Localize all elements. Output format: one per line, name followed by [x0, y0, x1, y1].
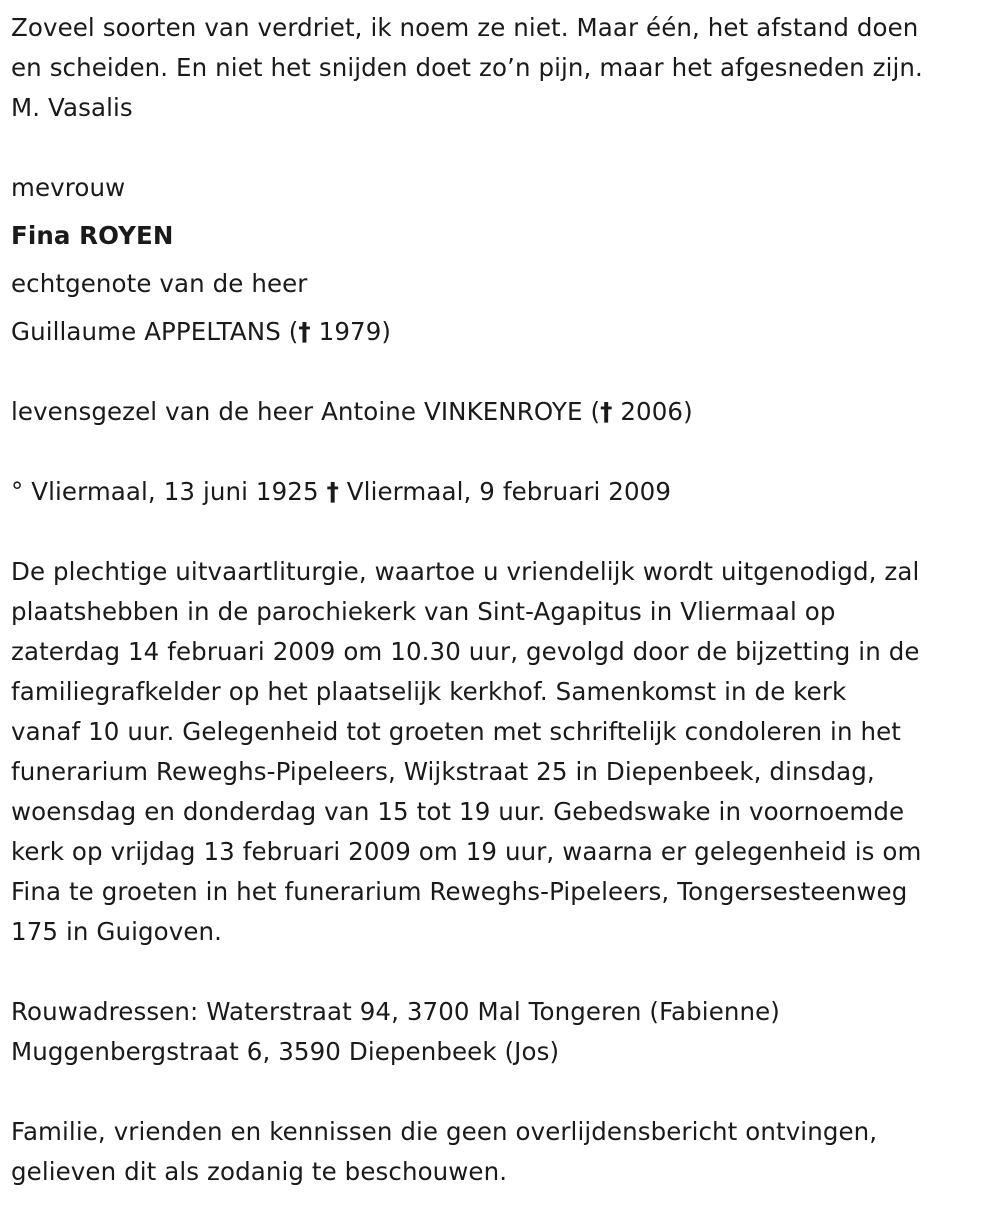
addresses-block: [11, 992, 996, 1072]
closing-line-2: gelieven dit als zodanig te beschouwen.: [11, 1157, 508, 1186]
address-line-2: Muggenbergstraat 6, 3590 Diepenbeek (Jos): [11, 1037, 560, 1066]
spacer: [11, 432, 996, 472]
ceremony-line: woensdag en donderdag van 15 tot 19 uur. Gebedswake in voornoemde: [11, 797, 905, 826]
ceremony-line: plaatshebben in de parochiekerk van Sint-Agapitus in Vliermaal op: [11, 597, 836, 626]
deceased-name: Fina ROYEN: [11, 221, 174, 250]
address-line-1: Rouwadressen: Waterstraat 94, 3700 Mal Tongeren (Fabienne): [11, 997, 780, 1026]
ceremony-line: zaterdag 14 februari 2009 om 10.30 uur, gevolgd door de bijzetting in de: [11, 637, 920, 666]
ceremony-line: De plechtige uitvaartliturgie, waartoe u vriendelijk wordt uitgenodigd, zal: [11, 557, 920, 586]
spacer: [11, 128, 996, 168]
cross-icon: †: [326, 477, 339, 506]
deceased-block: [11, 168, 996, 352]
quote-line-2: en scheiden. En niet het snijden doet zo’n pijn, maar het afgesneden zijn.: [11, 53, 923, 82]
ceremony-line: 175 in Guigoven.: [11, 917, 223, 946]
spacer: [11, 952, 996, 992]
quote-line-1: Zoveel soorten van verdriet, ik noem ze niet. Maar één, het afstand doen: [11, 13, 919, 42]
obituary-document: [11, 8, 996, 1192]
quote-block: [11, 8, 996, 128]
ceremony-line: kerk op vrijdag 13 februari 2009 om 19 uur, waarna er gelegenheid is om: [11, 837, 922, 866]
partner-death-year: 2006): [612, 397, 693, 426]
closing-line-1: Familie, vrienden en kennissen die geen overlijdensbericht ontvingen,: [11, 1117, 878, 1146]
death-info: Vliermaal, 9 februari 2009: [338, 477, 672, 506]
closing-block: [11, 1112, 996, 1192]
spacer: [11, 1072, 996, 1112]
ceremony-paragraph: [11, 552, 996, 952]
birth-info: ° Vliermaal, 13 juni 1925: [11, 477, 327, 506]
ceremony-line: Fina te groeten in het funerarium Reweghs-Pipeleers, Tongersesteenweg: [11, 877, 908, 906]
ceremony-line: vanaf 10 uur. Gelegenheid tot groeten met schriftelijk condoleren in het: [11, 717, 901, 746]
spacer: [11, 512, 996, 552]
ceremony-line: familiegrafkelder op het plaatselijk kerkhof. Samenkomst in de kerk: [11, 677, 847, 706]
cross-icon: †: [298, 317, 311, 346]
cross-icon: †: [600, 397, 613, 426]
ceremony-line: funerarium Reweghs-Pipeleers, Wijkstraat 25 in Diepenbeek, dinsdag,: [11, 757, 875, 786]
partner-line: [11, 392, 996, 432]
spouse-name: Guillaume APPELTANS (: [11, 317, 299, 346]
honorific: mevrouw: [11, 173, 126, 202]
life-dates: [11, 472, 996, 512]
spacer: [11, 352, 996, 392]
spouse-death-year: 1979): [310, 317, 392, 346]
quote-author: M. Vasalis: [11, 93, 133, 122]
spouse-line: [11, 312, 996, 352]
partner-text: levensgezel van de heer Antoine VINKENROYE (: [11, 397, 601, 426]
spouse-intro: echtgenote van de heer: [11, 269, 308, 298]
